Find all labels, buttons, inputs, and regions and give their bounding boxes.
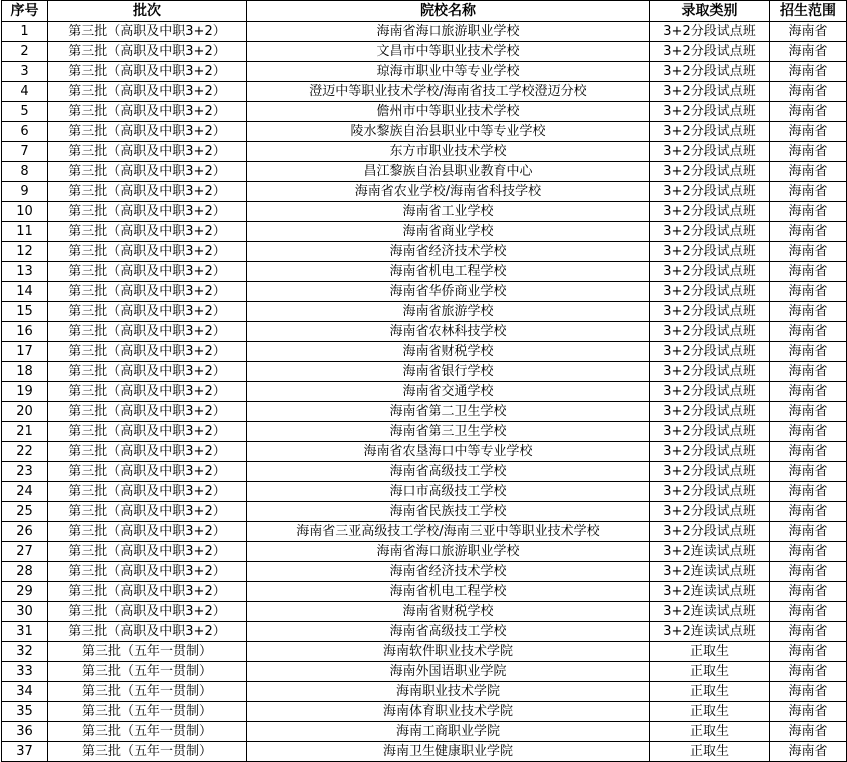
cell-range: 海南省 [770, 282, 847, 302]
cell-seq: 13 [2, 262, 48, 282]
cell-batch: 第三批（高职及中职3+2） [48, 102, 247, 122]
table-body [2, 22, 847, 762]
table-row [2, 482, 847, 502]
cell-school: 海南省三亚高级技工学校/海南三亚中等职业技术学校 [247, 522, 650, 542]
cell-seq: 20 [2, 402, 48, 422]
table-row [2, 142, 847, 162]
cell-batch: 第三批（高职及中职3+2） [48, 342, 247, 362]
cell-school: 海南省农林科技学校 [247, 322, 650, 342]
cell-batch: 第三批（五年一贯制） [48, 722, 247, 742]
cell-category: 3+2分段试点班 [650, 162, 770, 182]
table-row [2, 362, 847, 382]
cell-range: 海南省 [770, 642, 847, 662]
table-row [2, 342, 847, 362]
cell-school: 海南省华侨商业学校 [247, 282, 650, 302]
cell-seq: 34 [2, 682, 48, 702]
cell-school: 海南省财税学校 [247, 342, 650, 362]
cell-category: 3+2分段试点班 [650, 122, 770, 142]
cell-range: 海南省 [770, 742, 847, 762]
cell-school: 海南省海口旅游职业学校 [247, 22, 650, 42]
cell-seq: 6 [2, 122, 48, 142]
cell-seq: 4 [2, 82, 48, 102]
cell-batch: 第三批（高职及中职3+2） [48, 382, 247, 402]
cell-category: 3+2分段试点班 [650, 102, 770, 122]
cell-category: 3+2分段试点班 [650, 482, 770, 502]
cell-range: 海南省 [770, 382, 847, 402]
cell-range: 海南省 [770, 142, 847, 162]
header-school: 院校名称 [247, 1, 650, 22]
cell-range: 海南省 [770, 342, 847, 362]
cell-batch: 第三批（高职及中职3+2） [48, 202, 247, 222]
cell-batch: 第三批（高职及中职3+2） [48, 182, 247, 202]
cell-seq: 8 [2, 162, 48, 182]
cell-batch: 第三批（高职及中职3+2） [48, 562, 247, 582]
cell-category: 3+2分段试点班 [650, 62, 770, 82]
cell-batch: 第三批（高职及中职3+2） [48, 142, 247, 162]
cell-school: 陵水黎族自治县职业中等专业学校 [247, 122, 650, 142]
cell-batch: 第三批（高职及中职3+2） [48, 442, 247, 462]
cell-range: 海南省 [770, 622, 847, 642]
table-row [2, 102, 847, 122]
table-row [2, 682, 847, 702]
cell-range: 海南省 [770, 162, 847, 182]
cell-category: 3+2分段试点班 [650, 302, 770, 322]
cell-batch: 第三批（高职及中职3+2） [48, 62, 247, 82]
header-batch: 批次 [48, 1, 247, 22]
cell-seq: 28 [2, 562, 48, 582]
cell-category: 3+2分段试点班 [650, 202, 770, 222]
cell-school: 海南省旅游学校 [247, 302, 650, 322]
cell-batch: 第三批（高职及中职3+2） [48, 42, 247, 62]
cell-school: 澄迈中等职业技术学校/海南省技工学校澄迈分校 [247, 82, 650, 102]
table-row [2, 462, 847, 482]
cell-school: 海南省农业学校/海南省科技学校 [247, 182, 650, 202]
table-row [2, 422, 847, 442]
cell-batch: 第三批（高职及中职3+2） [48, 602, 247, 622]
cell-category: 3+2分段试点班 [650, 22, 770, 42]
cell-range: 海南省 [770, 182, 847, 202]
cell-seq: 17 [2, 342, 48, 362]
cell-seq: 11 [2, 222, 48, 242]
cell-range: 海南省 [770, 502, 847, 522]
cell-batch: 第三批（高职及中职3+2） [48, 22, 247, 42]
cell-range: 海南省 [770, 462, 847, 482]
table-row [2, 202, 847, 222]
cell-school: 海南省银行学校 [247, 362, 650, 382]
cell-school: 海南省财税学校 [247, 602, 650, 622]
cell-school: 海南省商业学校 [247, 222, 650, 242]
table-row [2, 542, 847, 562]
table-row [2, 82, 847, 102]
cell-batch: 第三批（高职及中职3+2） [48, 262, 247, 282]
cell-category: 3+2分段试点班 [650, 242, 770, 262]
cell-category: 3+2分段试点班 [650, 462, 770, 482]
cell-range: 海南省 [770, 682, 847, 702]
cell-category: 3+2分段试点班 [650, 362, 770, 382]
cell-school: 海南省民族技工学校 [247, 502, 650, 522]
cell-range: 海南省 [770, 402, 847, 422]
cell-school: 海南省第三卫生学校 [247, 422, 650, 442]
cell-range: 海南省 [770, 702, 847, 722]
table-row [2, 622, 847, 642]
table-row [2, 42, 847, 62]
cell-category: 3+2分段试点班 [650, 422, 770, 442]
cell-seq: 21 [2, 422, 48, 442]
cell-range: 海南省 [770, 62, 847, 82]
header-row [2, 1, 847, 22]
cell-category: 正取生 [650, 662, 770, 682]
cell-range: 海南省 [770, 302, 847, 322]
cell-batch: 第三批（五年一贯制） [48, 742, 247, 762]
cell-range: 海南省 [770, 122, 847, 142]
table-row [2, 242, 847, 262]
cell-range: 海南省 [770, 722, 847, 742]
cell-category: 3+2分段试点班 [650, 182, 770, 202]
cell-seq: 25 [2, 502, 48, 522]
cell-seq: 15 [2, 302, 48, 322]
cell-range: 海南省 [770, 262, 847, 282]
cell-category: 3+2连读试点班 [650, 622, 770, 642]
cell-seq: 18 [2, 362, 48, 382]
cell-seq: 27 [2, 542, 48, 562]
cell-category: 3+2分段试点班 [650, 282, 770, 302]
cell-school: 海南省农垦海口中等专业学校 [247, 442, 650, 462]
cell-batch: 第三批（五年一贯制） [48, 662, 247, 682]
cell-category: 正取生 [650, 642, 770, 662]
cell-category: 3+2分段试点班 [650, 382, 770, 402]
cell-seq: 9 [2, 182, 48, 202]
table-row [2, 62, 847, 82]
cell-category: 正取生 [650, 742, 770, 762]
table-row [2, 522, 847, 542]
cell-school: 海南省高级技工学校 [247, 462, 650, 482]
cell-school: 海南工商职业学院 [247, 722, 650, 742]
table-row [2, 162, 847, 182]
table-row [2, 602, 847, 622]
cell-category: 3+2分段试点班 [650, 502, 770, 522]
cell-seq: 1 [2, 22, 48, 42]
cell-batch: 第三批（五年一贯制） [48, 682, 247, 702]
cell-seq: 12 [2, 242, 48, 262]
cell-category: 3+2分段试点班 [650, 42, 770, 62]
cell-school: 海南省交通学校 [247, 382, 650, 402]
table-row [2, 582, 847, 602]
cell-seq: 2 [2, 42, 48, 62]
table-row [2, 662, 847, 682]
cell-seq: 35 [2, 702, 48, 722]
cell-category: 3+2分段试点班 [650, 322, 770, 342]
cell-category: 3+2分段试点班 [650, 142, 770, 162]
cell-range: 海南省 [770, 322, 847, 342]
cell-range: 海南省 [770, 482, 847, 502]
cell-category: 3+2连读试点班 [650, 602, 770, 622]
cell-batch: 第三批（高职及中职3+2） [48, 622, 247, 642]
cell-seq: 26 [2, 522, 48, 542]
cell-school: 儋州市中等职业技术学校 [247, 102, 650, 122]
cell-batch: 第三批（五年一贯制） [48, 702, 247, 722]
cell-batch: 第三批（高职及中职3+2） [48, 362, 247, 382]
cell-seq: 32 [2, 642, 48, 662]
cell-school: 昌江黎族自治县职业教育中心 [247, 162, 650, 182]
cell-category: 3+2分段试点班 [650, 442, 770, 462]
admissions-table [1, 0, 847, 762]
table-row [2, 22, 847, 42]
cell-batch: 第三批（高职及中职3+2） [48, 542, 247, 562]
cell-range: 海南省 [770, 222, 847, 242]
cell-range: 海南省 [770, 82, 847, 102]
table-row [2, 182, 847, 202]
cell-school: 海南省高级技工学校 [247, 622, 650, 642]
cell-range: 海南省 [770, 242, 847, 262]
header-seq: 序号 [2, 1, 48, 22]
cell-school: 海南省机电工程学校 [247, 262, 650, 282]
table-row [2, 442, 847, 462]
cell-school: 东方市职业技术学校 [247, 142, 650, 162]
cell-batch: 第三批（高职及中职3+2） [48, 322, 247, 342]
cell-batch: 第三批（高职及中职3+2） [48, 282, 247, 302]
table-row [2, 322, 847, 342]
cell-school: 海南省机电工程学校 [247, 582, 650, 602]
cell-range: 海南省 [770, 202, 847, 222]
cell-batch: 第三批（高职及中职3+2） [48, 222, 247, 242]
cell-range: 海南省 [770, 422, 847, 442]
table-row [2, 282, 847, 302]
cell-school: 文昌市中等职业技术学校 [247, 42, 650, 62]
cell-category: 正取生 [650, 722, 770, 742]
cell-school: 海口市高级技工学校 [247, 482, 650, 502]
cell-range: 海南省 [770, 662, 847, 682]
cell-category: 3+2分段试点班 [650, 402, 770, 422]
cell-seq: 19 [2, 382, 48, 402]
cell-school: 海南卫生健康职业学院 [247, 742, 650, 762]
cell-batch: 第三批（高职及中职3+2） [48, 582, 247, 602]
cell-category: 3+2分段试点班 [650, 342, 770, 362]
table-row [2, 702, 847, 722]
cell-batch: 第三批（高职及中职3+2） [48, 82, 247, 102]
cell-school: 海南省工业学校 [247, 202, 650, 222]
cell-seq: 30 [2, 602, 48, 622]
cell-school: 海南省经济技术学校 [247, 562, 650, 582]
cell-seq: 22 [2, 442, 48, 462]
cell-school: 琼海市职业中等专业学校 [247, 62, 650, 82]
cell-school: 海南外国语职业学院 [247, 662, 650, 682]
cell-category: 3+2分段试点班 [650, 262, 770, 282]
cell-batch: 第三批（高职及中职3+2） [48, 422, 247, 442]
cell-seq: 3 [2, 62, 48, 82]
cell-category: 正取生 [650, 682, 770, 702]
cell-category: 3+2分段试点班 [650, 82, 770, 102]
cell-batch: 第三批（高职及中职3+2） [48, 502, 247, 522]
table-row [2, 502, 847, 522]
cell-seq: 24 [2, 482, 48, 502]
cell-seq: 36 [2, 722, 48, 742]
cell-seq: 31 [2, 622, 48, 642]
cell-seq: 23 [2, 462, 48, 482]
cell-school: 海南省第二卫生学校 [247, 402, 650, 422]
cell-school: 海南软件职业技术学院 [247, 642, 650, 662]
cell-range: 海南省 [770, 102, 847, 122]
cell-category: 正取生 [650, 702, 770, 722]
cell-seq: 10 [2, 202, 48, 222]
cell-range: 海南省 [770, 562, 847, 582]
cell-category: 3+2连读试点班 [650, 582, 770, 602]
table-row [2, 562, 847, 582]
cell-school: 海南省海口旅游职业学校 [247, 542, 650, 562]
cell-batch: 第三批（五年一贯制） [48, 642, 247, 662]
table-row [2, 122, 847, 142]
table-row [2, 642, 847, 662]
cell-school: 海南体育职业技术学院 [247, 702, 650, 722]
cell-range: 海南省 [770, 362, 847, 382]
cell-seq: 16 [2, 322, 48, 342]
cell-category: 3+2连读试点班 [650, 562, 770, 582]
cell-range: 海南省 [770, 42, 847, 62]
cell-category: 3+2分段试点班 [650, 522, 770, 542]
table-row [2, 222, 847, 242]
cell-category: 3+2分段试点班 [650, 222, 770, 242]
cell-batch: 第三批（高职及中职3+2） [48, 402, 247, 422]
cell-batch: 第三批（高职及中职3+2） [48, 482, 247, 502]
cell-seq: 5 [2, 102, 48, 122]
table-row [2, 402, 847, 422]
cell-range: 海南省 [770, 442, 847, 462]
cell-batch: 第三批（高职及中职3+2） [48, 122, 247, 142]
cell-batch: 第三批（高职及中职3+2） [48, 302, 247, 322]
cell-batch: 第三批（高职及中职3+2） [48, 162, 247, 182]
header-category: 录取类别 [650, 1, 770, 22]
table-row [2, 742, 847, 762]
header-range: 招生范围 [770, 1, 847, 22]
cell-seq: 37 [2, 742, 48, 762]
cell-batch: 第三批（高职及中职3+2） [48, 522, 247, 542]
cell-seq: 33 [2, 662, 48, 682]
cell-range: 海南省 [770, 602, 847, 622]
table-row [2, 382, 847, 402]
cell-school: 海南职业技术学院 [247, 682, 650, 702]
cell-batch: 第三批（高职及中职3+2） [48, 462, 247, 482]
table-row [2, 262, 847, 282]
cell-batch: 第三批（高职及中职3+2） [48, 242, 247, 262]
table-row [2, 722, 847, 742]
cell-seq: 14 [2, 282, 48, 302]
cell-range: 海南省 [770, 522, 847, 542]
cell-seq: 29 [2, 582, 48, 602]
cell-range: 海南省 [770, 582, 847, 602]
cell-seq: 7 [2, 142, 48, 162]
cell-range: 海南省 [770, 22, 847, 42]
table-row [2, 302, 847, 322]
cell-range: 海南省 [770, 542, 847, 562]
cell-school: 海南省经济技术学校 [247, 242, 650, 262]
cell-category: 3+2连读试点班 [650, 542, 770, 562]
